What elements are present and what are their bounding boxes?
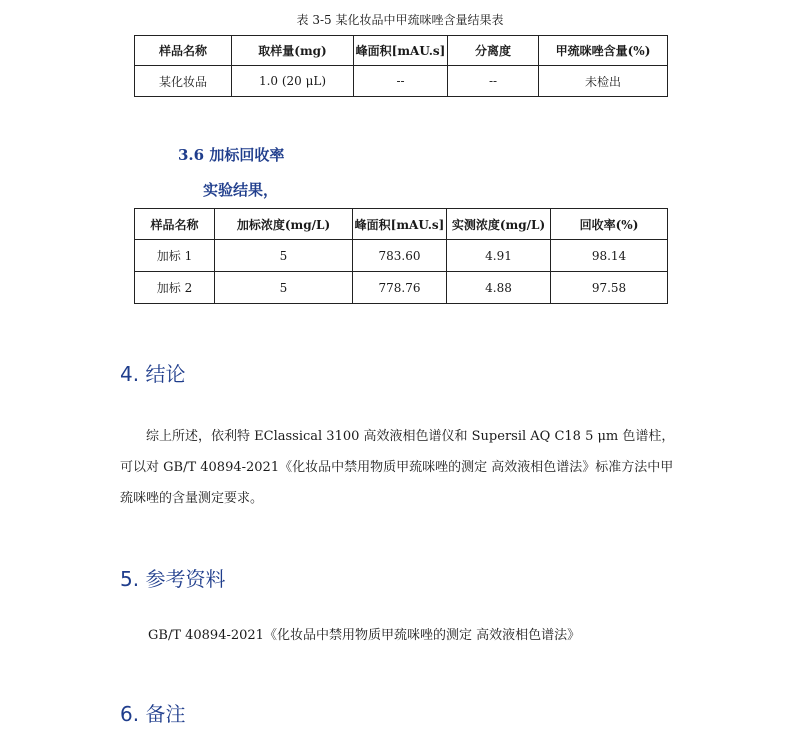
header-sample-name: 样品名称 [135,209,215,240]
header-resolution: 分离度 [448,36,539,66]
header-sample-amount: 取样量(mg) [232,36,354,66]
cell-resolution: -- [448,66,539,97]
reference-item: GB/T 40894-2021《化妆品中禁用物质甲巯咪唑的测定 高效液相色谱法》 [148,628,581,643]
cell-measured-concentration: 4.88 [447,272,551,304]
cell-recovery: 98.14 [551,240,668,272]
cell-peak-area: -- [354,66,448,97]
section-3-6-title: 3.6 加标回收率 [178,146,285,164]
cell-recovery: 97.58 [551,272,668,304]
table-3-5-caption: 表 3-5 某化妆品中甲巯咪唑含量结果表 [296,13,504,27]
results-label: 实验结果， [203,181,279,199]
conclusion-heading: 4. 结论 [120,362,186,386]
recovery-result-table [134,208,668,304]
cell-spike-concentration: 5 [215,272,353,304]
content-result-table [134,35,668,97]
references-heading: 5. 参考资料 [120,567,226,591]
conclusion-text: 综上所述，依利特 EClassical 3100 高效液相色谱仪和 Supersil AQ C18 5 μm 色谱柱，可以对 GB/T 40894-2021《化妆品中禁用物质甲巯咪唑的测定 高效液相色谱法》标准方法中甲巯咪唑的含量测定要求。 [120,429,675,506]
table-header-row [135,209,668,240]
cell-measured-concentration: 4.91 [447,240,551,272]
header-recovery: 回收率(%) [551,209,668,240]
cell-sample-amount: 1.0 (20 μL) [232,66,354,97]
header-peak-area: 峰面积[mAU.s] [354,36,448,66]
table-row [135,66,668,97]
notes-heading: 6. 备注 [120,702,186,726]
cell-sample-name: 加标 2 [135,272,215,304]
cell-peak-area: 783.60 [353,240,447,272]
header-methimazole-content: 甲巯咪唑含量(%) [539,36,668,66]
cell-sample-name: 某化妆品 [135,66,232,97]
conclusion-paragraph [120,421,685,514]
table-row [135,240,668,272]
table-header-row [135,36,668,66]
table-row [135,272,668,304]
cell-sample-name: 加标 1 [135,240,215,272]
header-measured-concentration: 实测浓度(mg/L) [447,209,551,240]
cell-methimazole-content: 未检出 [539,66,668,97]
header-sample-name: 样品名称 [135,36,232,66]
header-spike-concentration: 加标浓度(mg/L) [215,209,353,240]
header-peak-area: 峰面积[mAU.s] [353,209,447,240]
cell-peak-area: 778.76 [353,272,447,304]
cell-spike-concentration: 5 [215,240,353,272]
